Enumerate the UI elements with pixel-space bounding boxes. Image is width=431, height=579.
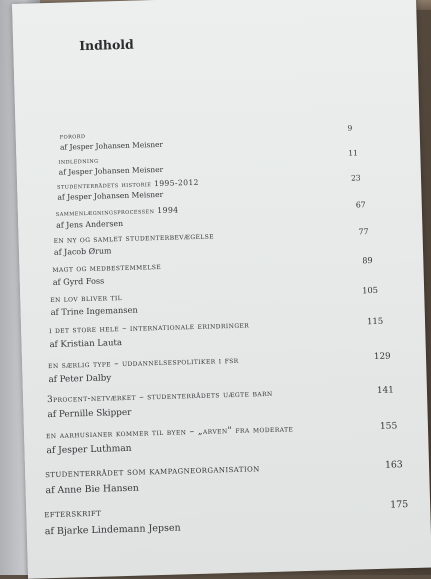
toc-entry-page: 67 (355, 200, 366, 210)
toc-entry-page: 89 (362, 255, 373, 266)
toc-entry-page: 129 (373, 351, 391, 363)
toc-entry (47, 384, 393, 423)
toc-entry-page: 105 (361, 284, 379, 296)
toc-entry-author: af Pernille Skipper (47, 407, 132, 420)
toc-entry-title: en lov bliver til (50, 292, 123, 305)
toc-entry-author: af Gyrd Foss (52, 275, 105, 287)
toc-entry-title: magt og medbestemmelse (52, 260, 162, 274)
toc-entry-author: af Peter Dalby (48, 373, 112, 386)
toc-entry-title: i det store hele – internationale erindringer (49, 320, 250, 337)
toc-entry-page: 175 (389, 499, 409, 511)
toc-entry-page: 163 (384, 459, 403, 471)
toc-entry-title: sammenlægningsprocessen 1994 (55, 205, 179, 218)
book-page (12, 0, 431, 579)
toc-entry-author: af Jesper Luthman (46, 443, 132, 457)
toc-entry-author: af Anne Bie Hansen (45, 482, 139, 497)
toc-entry (57, 172, 362, 203)
toc-entry (44, 497, 409, 540)
toc-entry-title: 3procent-netværket – studenterrådets uægte barn (46, 388, 273, 406)
toc-entry (49, 316, 385, 352)
toc-entry-author: af Kristian Lauta (49, 337, 123, 350)
toc-entry-title: studenterrådets historie 1995-2012 (56, 177, 199, 191)
toc-entry-author: af Jacob Ørum (53, 246, 112, 257)
toc-entry-page: 11 (348, 148, 358, 158)
toc-entry-page: 9 (347, 123, 353, 133)
toc-entry-page: 155 (379, 421, 398, 432)
toc-entry (53, 226, 369, 259)
toc-entry (45, 457, 401, 499)
toc-entry-author: af Trine Ingemansen (50, 304, 138, 318)
toc-entry-title: efterskrift (44, 507, 102, 521)
toc-entry-title: indledning (58, 155, 99, 166)
toc-entry-title: en aarhusianer kommer til byen – „arven" fra moderate (45, 424, 294, 442)
toc-entry (46, 419, 397, 459)
toc-entry-page: 115 (366, 316, 384, 328)
toc-entry-page: 141 (376, 385, 395, 396)
toc-entry-author: af Jesper Johansen Meisner (57, 189, 164, 202)
toc-entry-author: af Jesper Johansen Meisner (59, 139, 164, 152)
toc-entry (50, 284, 379, 319)
table-of-contents (12, 0, 431, 579)
toc-entry (52, 254, 373, 288)
toc-entry-page: 23 (350, 173, 361, 183)
toc-entry-author: af Jens Andersen (56, 218, 124, 230)
toc-entry-page: 77 (358, 227, 369, 237)
page-title: Indhold (78, 36, 134, 54)
toc-entry-title: en særlig type – uddannelsespolitiker i fsr (47, 355, 239, 372)
toc-entry (48, 350, 389, 387)
toc-entry-author: af Jesper Johansen Meisner (58, 164, 164, 177)
toc-entry-title: en ny og samlet studenterbevægelse (53, 231, 215, 245)
toc-entry-title: studenterrådet som kampagneorganisation (45, 463, 260, 481)
toc-entry-author: af Bjarke Lindemann Jepsen (44, 521, 181, 537)
toc-entry-title: forord (59, 131, 86, 141)
